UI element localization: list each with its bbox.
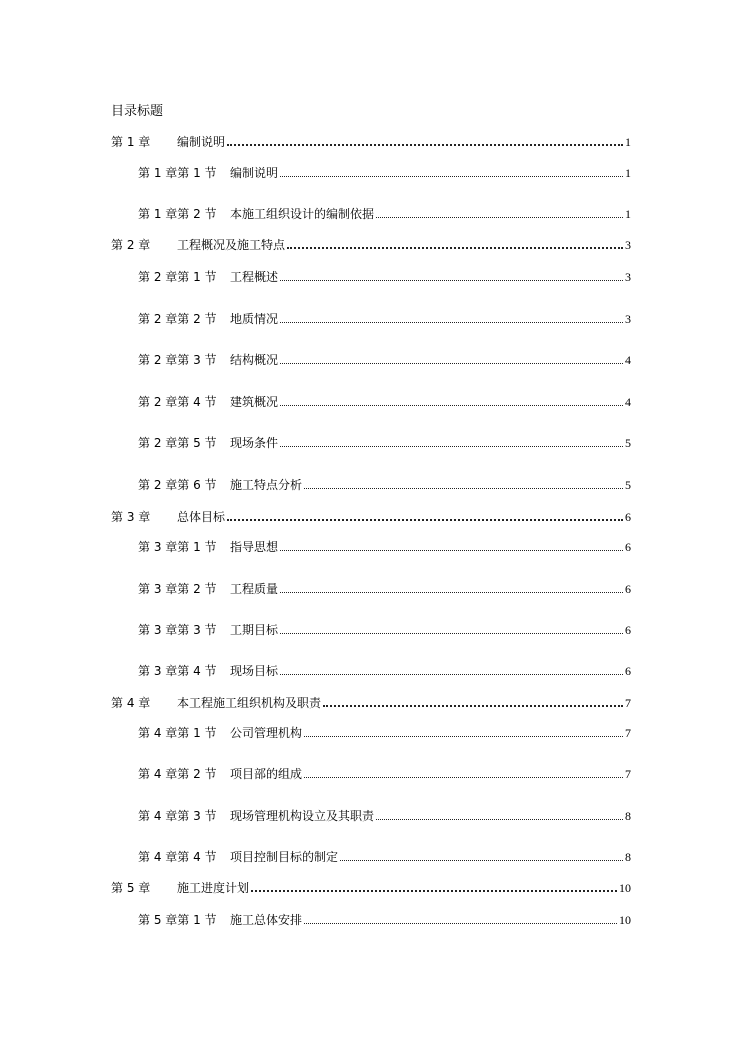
toc-entry-page-number: 8 — [625, 850, 631, 864]
dot-leader — [227, 144, 623, 146]
dot-leader — [280, 591, 623, 593]
toc-entry-number: 第 1 章第 2 节 — [138, 207, 217, 221]
toc-section-entry[interactable] — [138, 163, 631, 183]
toc-entry-page-number: 3 — [625, 270, 631, 284]
toc-entry-number: 第 2 章第 2 节 — [138, 312, 217, 326]
toc-entry-page-number: 7 — [625, 696, 631, 710]
dot-leader — [280, 321, 623, 323]
toc-entry-page-number: 1 — [625, 166, 631, 180]
toc-entry-page-number: 3 — [625, 238, 631, 252]
toc-section-entry[interactable] — [138, 910, 631, 930]
toc-entry-number: 第 3 章第 2 节 — [138, 582, 217, 596]
toc-section-entry[interactable] — [138, 661, 631, 681]
toc-chapter-entry[interactable] — [111, 507, 631, 527]
toc-chapter-entry[interactable] — [111, 693, 631, 713]
dot-leader — [280, 673, 623, 675]
toc-section-entry[interactable] — [138, 537, 631, 557]
toc-entry-page-number: 4 — [625, 353, 631, 367]
dot-leader — [251, 890, 617, 892]
toc-entry-page-number: 1 — [625, 207, 631, 221]
toc-entry-title: 建筑概况 — [230, 395, 279, 409]
dot-leader — [376, 216, 623, 218]
toc-section-entry[interactable] — [138, 475, 631, 495]
toc-section-entry[interactable] — [138, 579, 631, 599]
toc-entry-title: 现场目标 — [230, 664, 279, 678]
toc-entry-page-number: 5 — [625, 436, 631, 450]
toc-entry-title: 工程概况及施工特点 — [177, 238, 286, 252]
toc-heading: 目录标题 — [111, 104, 164, 119]
toc-entry-number: 第 5 章 — [111, 881, 151, 895]
toc-entry-page-number: 6 — [625, 623, 631, 637]
toc-section-entry[interactable] — [138, 847, 631, 867]
toc-entry-title: 结构概况 — [230, 353, 279, 367]
toc-entry-title: 公司管理机构 — [230, 726, 303, 740]
toc-entry-number: 第 1 章第 1 节 — [138, 166, 217, 180]
toc-section-entry[interactable] — [138, 392, 631, 412]
toc-entry-number: 第 2 章第 5 节 — [138, 436, 217, 450]
toc-entry-title: 本施工组织设计的编制依据 — [230, 207, 375, 221]
toc-entry-title: 工程概述 — [230, 270, 279, 284]
toc-entry-number: 第 3 章第 4 节 — [138, 664, 217, 678]
toc-section-entry[interactable] — [138, 723, 631, 743]
toc-entry-title: 施工进度计划 — [177, 881, 250, 895]
toc-section-entry[interactable] — [138, 204, 631, 224]
toc-entry-page-number: 5 — [625, 478, 631, 492]
toc-entry-title: 施工总体安排 — [230, 913, 303, 927]
toc-entry-page-number: 1 — [625, 135, 631, 149]
toc-entry-number: 第 2 章第 1 节 — [138, 270, 217, 284]
dot-leader — [304, 735, 623, 737]
toc-entry-title: 编制说明 — [230, 166, 279, 180]
dot-leader — [280, 362, 623, 364]
toc-section-entry[interactable] — [138, 620, 631, 640]
toc-entry-number: 第 4 章 — [111, 696, 151, 710]
toc-chapter-entry[interactable] — [111, 132, 631, 152]
dot-leader — [280, 549, 623, 551]
toc-entry-title: 项目控制目标的制定 — [230, 850, 339, 864]
toc-entry-number: 第 4 章第 3 节 — [138, 809, 217, 823]
toc-entry-page-number: 10 — [619, 881, 631, 895]
toc-entry-page-number: 8 — [625, 809, 631, 823]
toc-section-entry[interactable] — [138, 350, 631, 370]
toc-entry-number: 第 1 章 — [111, 135, 151, 149]
toc-entry-page-number: 6 — [625, 540, 631, 554]
toc-entry-title: 项目部的组成 — [230, 767, 303, 781]
toc-entry-title: 地质情况 — [230, 312, 279, 326]
toc-entry-number: 第 4 章第 4 节 — [138, 850, 217, 864]
toc-entry-title: 编制说明 — [177, 135, 226, 149]
toc-entry-title: 指导思想 — [230, 540, 279, 554]
toc-section-entry[interactable] — [138, 806, 631, 826]
toc-entry-number: 第 3 章 — [111, 510, 151, 524]
toc-entry-page-number: 6 — [625, 582, 631, 596]
toc-entry-number: 第 5 章第 1 节 — [138, 913, 217, 927]
dot-leader — [280, 632, 623, 634]
dot-leader — [304, 776, 623, 778]
toc-entry-number: 第 2 章第 6 节 — [138, 478, 217, 492]
toc-entry-page-number: 7 — [625, 767, 631, 781]
dot-leader — [280, 404, 623, 406]
toc-chapter-entry[interactable] — [111, 235, 631, 255]
dot-leader — [227, 519, 623, 521]
toc-entry-page-number: 6 — [625, 664, 631, 678]
toc-entry-number: 第 3 章第 1 节 — [138, 540, 217, 554]
toc-entry-page-number: 4 — [625, 395, 631, 409]
toc-entry-number: 第 4 章第 2 节 — [138, 767, 217, 781]
toc-chapter-entry[interactable] — [111, 878, 631, 898]
toc-section-entry[interactable] — [138, 309, 631, 329]
toc-entry-page-number: 3 — [625, 312, 631, 326]
toc-section-entry[interactable] — [138, 267, 631, 287]
toc-entry-title: 现场管理机构设立及其职责 — [230, 809, 375, 823]
toc-entry-title: 总体目标 — [177, 510, 226, 524]
toc-section-entry[interactable] — [138, 433, 631, 453]
toc-entry-page-number: 6 — [625, 510, 631, 524]
dot-leader — [376, 818, 623, 820]
toc-entry-page-number: 7 — [625, 726, 631, 740]
dot-leader — [304, 922, 617, 924]
toc-entry-title: 现场条件 — [230, 436, 279, 450]
toc-entry-title: 工期目标 — [230, 623, 279, 637]
toc-section-entry[interactable] — [138, 764, 631, 784]
dot-leader — [280, 445, 623, 447]
toc-entry-title: 施工特点分析 — [230, 478, 303, 492]
dot-leader — [323, 705, 623, 707]
toc-entry-number: 第 3 章第 3 节 — [138, 623, 217, 637]
toc-entry-page-number: 10 — [619, 913, 631, 927]
toc-entry-title: 工程质量 — [230, 582, 279, 596]
toc-entry-number: 第 4 章第 1 节 — [138, 726, 217, 740]
toc-entry-number: 第 2 章第 4 节 — [138, 395, 217, 409]
dot-leader — [340, 859, 623, 861]
dot-leader — [287, 247, 623, 249]
toc-entry-title: 本工程施工组织机构及职责 — [177, 696, 322, 710]
toc-entry-number: 第 2 章第 3 节 — [138, 353, 217, 367]
toc-entry-number: 第 2 章 — [111, 238, 151, 252]
dot-leader — [304, 487, 623, 489]
dot-leader — [280, 175, 623, 177]
dot-leader — [280, 279, 623, 281]
